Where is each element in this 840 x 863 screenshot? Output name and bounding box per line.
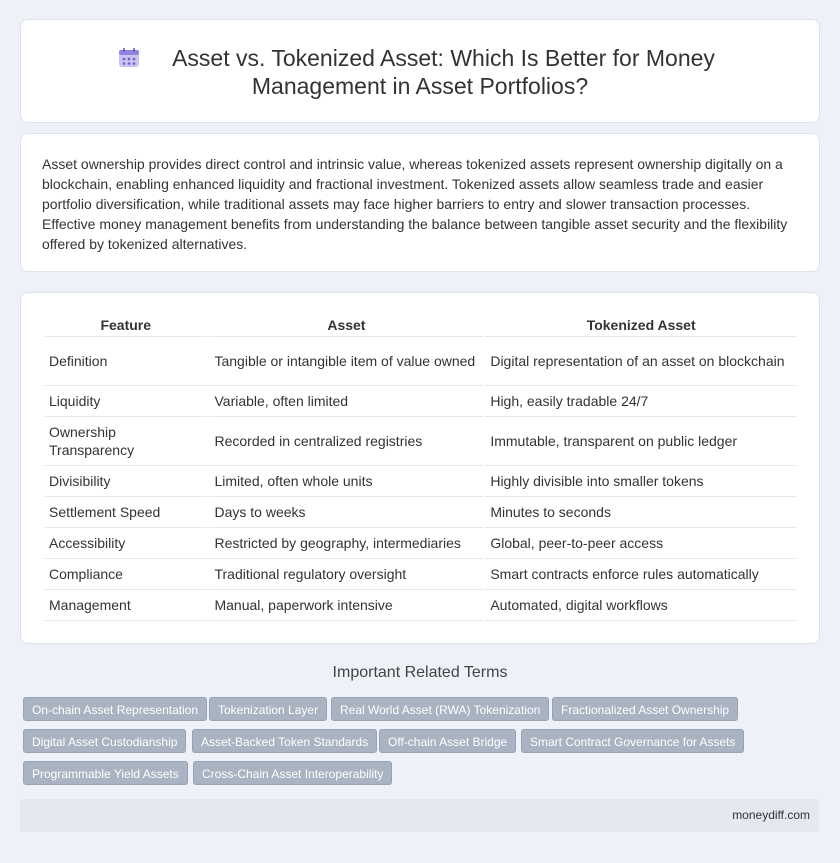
feature-cell: Divisibility [44, 466, 207, 497]
related-term-tag[interactable]: Off-chain Asset Bridge [379, 729, 516, 753]
feature-cell: Ownership Transparency [44, 417, 207, 466]
asset-cell: Variable, often limited [209, 386, 483, 417]
header-asset: Asset [209, 314, 483, 337]
footer-site-link[interactable]: moneydiff.com [732, 808, 810, 822]
related-term-tag[interactable]: On-chain Asset Representation [23, 697, 207, 721]
table-row [44, 497, 797, 528]
related-term-tag[interactable]: Real World Asset (RWA) Tokenization [331, 697, 549, 721]
tokenized-cell: Immutable, transparent on public ledger [485, 417, 797, 466]
feature-cell: Liquidity [44, 386, 207, 417]
feature-cell: Compliance [44, 559, 207, 590]
asset-cell: Recorded in centralized registries [209, 417, 483, 466]
header-tokenized-asset: Tokenized Asset [485, 314, 797, 337]
related-term-tag[interactable]: Cross-Chain Asset Interoperability [193, 761, 392, 785]
asset-cell: Days to weeks [209, 497, 483, 528]
header-feature: Feature [44, 314, 207, 337]
related-term-tag[interactable]: Programmable Yield Assets [23, 761, 188, 785]
table-header-row [44, 314, 797, 337]
asset-cell: Manual, paperwork intensive [209, 590, 483, 621]
related-term-tag[interactable]: Tokenization Layer [209, 697, 327, 721]
intro-card [20, 133, 820, 272]
page-title-line-2: Management in Asset Portfolios? [251, 73, 589, 99]
page-title [21, 44, 819, 100]
feature-cell: Settlement Speed [44, 497, 207, 528]
tokenized-cell: Smart contracts enforce rules automatically [485, 559, 797, 590]
tokenized-cell: Digital representation of an asset on blockchain [485, 337, 797, 386]
asset-cell: Tangible or intangible item of value owned [209, 337, 483, 386]
comparison-table [42, 314, 799, 621]
table-row [44, 559, 797, 590]
feature-cell: Management [44, 590, 207, 621]
asset-cell: Limited, often whole units [209, 466, 483, 497]
related-term-tag[interactable]: Fractionalized Asset Ownership [552, 697, 738, 721]
tokenized-cell: Automated, digital workflows [485, 590, 797, 621]
related-terms-heading: Important Related Terms [332, 664, 508, 681]
title-card [20, 19, 820, 123]
tokenized-cell: Highly divisible into smaller tokens [485, 466, 797, 497]
comparison-card [20, 292, 820, 644]
feature-cell: Definition [44, 337, 207, 386]
related-term-tag[interactable]: Smart Contract Governance for Assets [521, 729, 744, 753]
table-row [44, 386, 797, 417]
intro-paragraph: Asset ownership provides direct control and intrinsic value, whereas tokenized assets represent ownership digitally on a blockchain, enabling enhanced liquidity and fractional investment. Tokenized assets allow seamless trade and easier portfolio diversification, while traditional assets may face higher barriers to entry and slower transaction processes. Effective money management benefits from understanding the balance between tangible asset security and the flexibility offered by tokenized alternatives. [42, 156, 788, 252]
tokenized-cell: Global, peer-to-peer access [485, 528, 797, 559]
tokenized-cell: Minutes to seconds [485, 497, 797, 528]
table-row [44, 466, 797, 497]
table-row [44, 528, 797, 559]
asset-cell: Restricted by geography, intermediaries [209, 528, 483, 559]
tokenized-cell: High, easily tradable 24/7 [485, 386, 797, 417]
related-term-tag[interactable]: Digital Asset Custodianship [23, 729, 186, 753]
table-row [44, 417, 797, 466]
asset-cell: Traditional regulatory oversight [209, 559, 483, 590]
table-row [44, 590, 797, 621]
related-term-tag[interactable]: Asset-Backed Token Standards [192, 729, 377, 753]
page-title-line-1: Asset vs. Tokenized Asset: Which Is Better for Money [172, 45, 715, 71]
table-row [44, 337, 797, 386]
feature-cell: Accessibility [44, 528, 207, 559]
footer [20, 799, 819, 832]
